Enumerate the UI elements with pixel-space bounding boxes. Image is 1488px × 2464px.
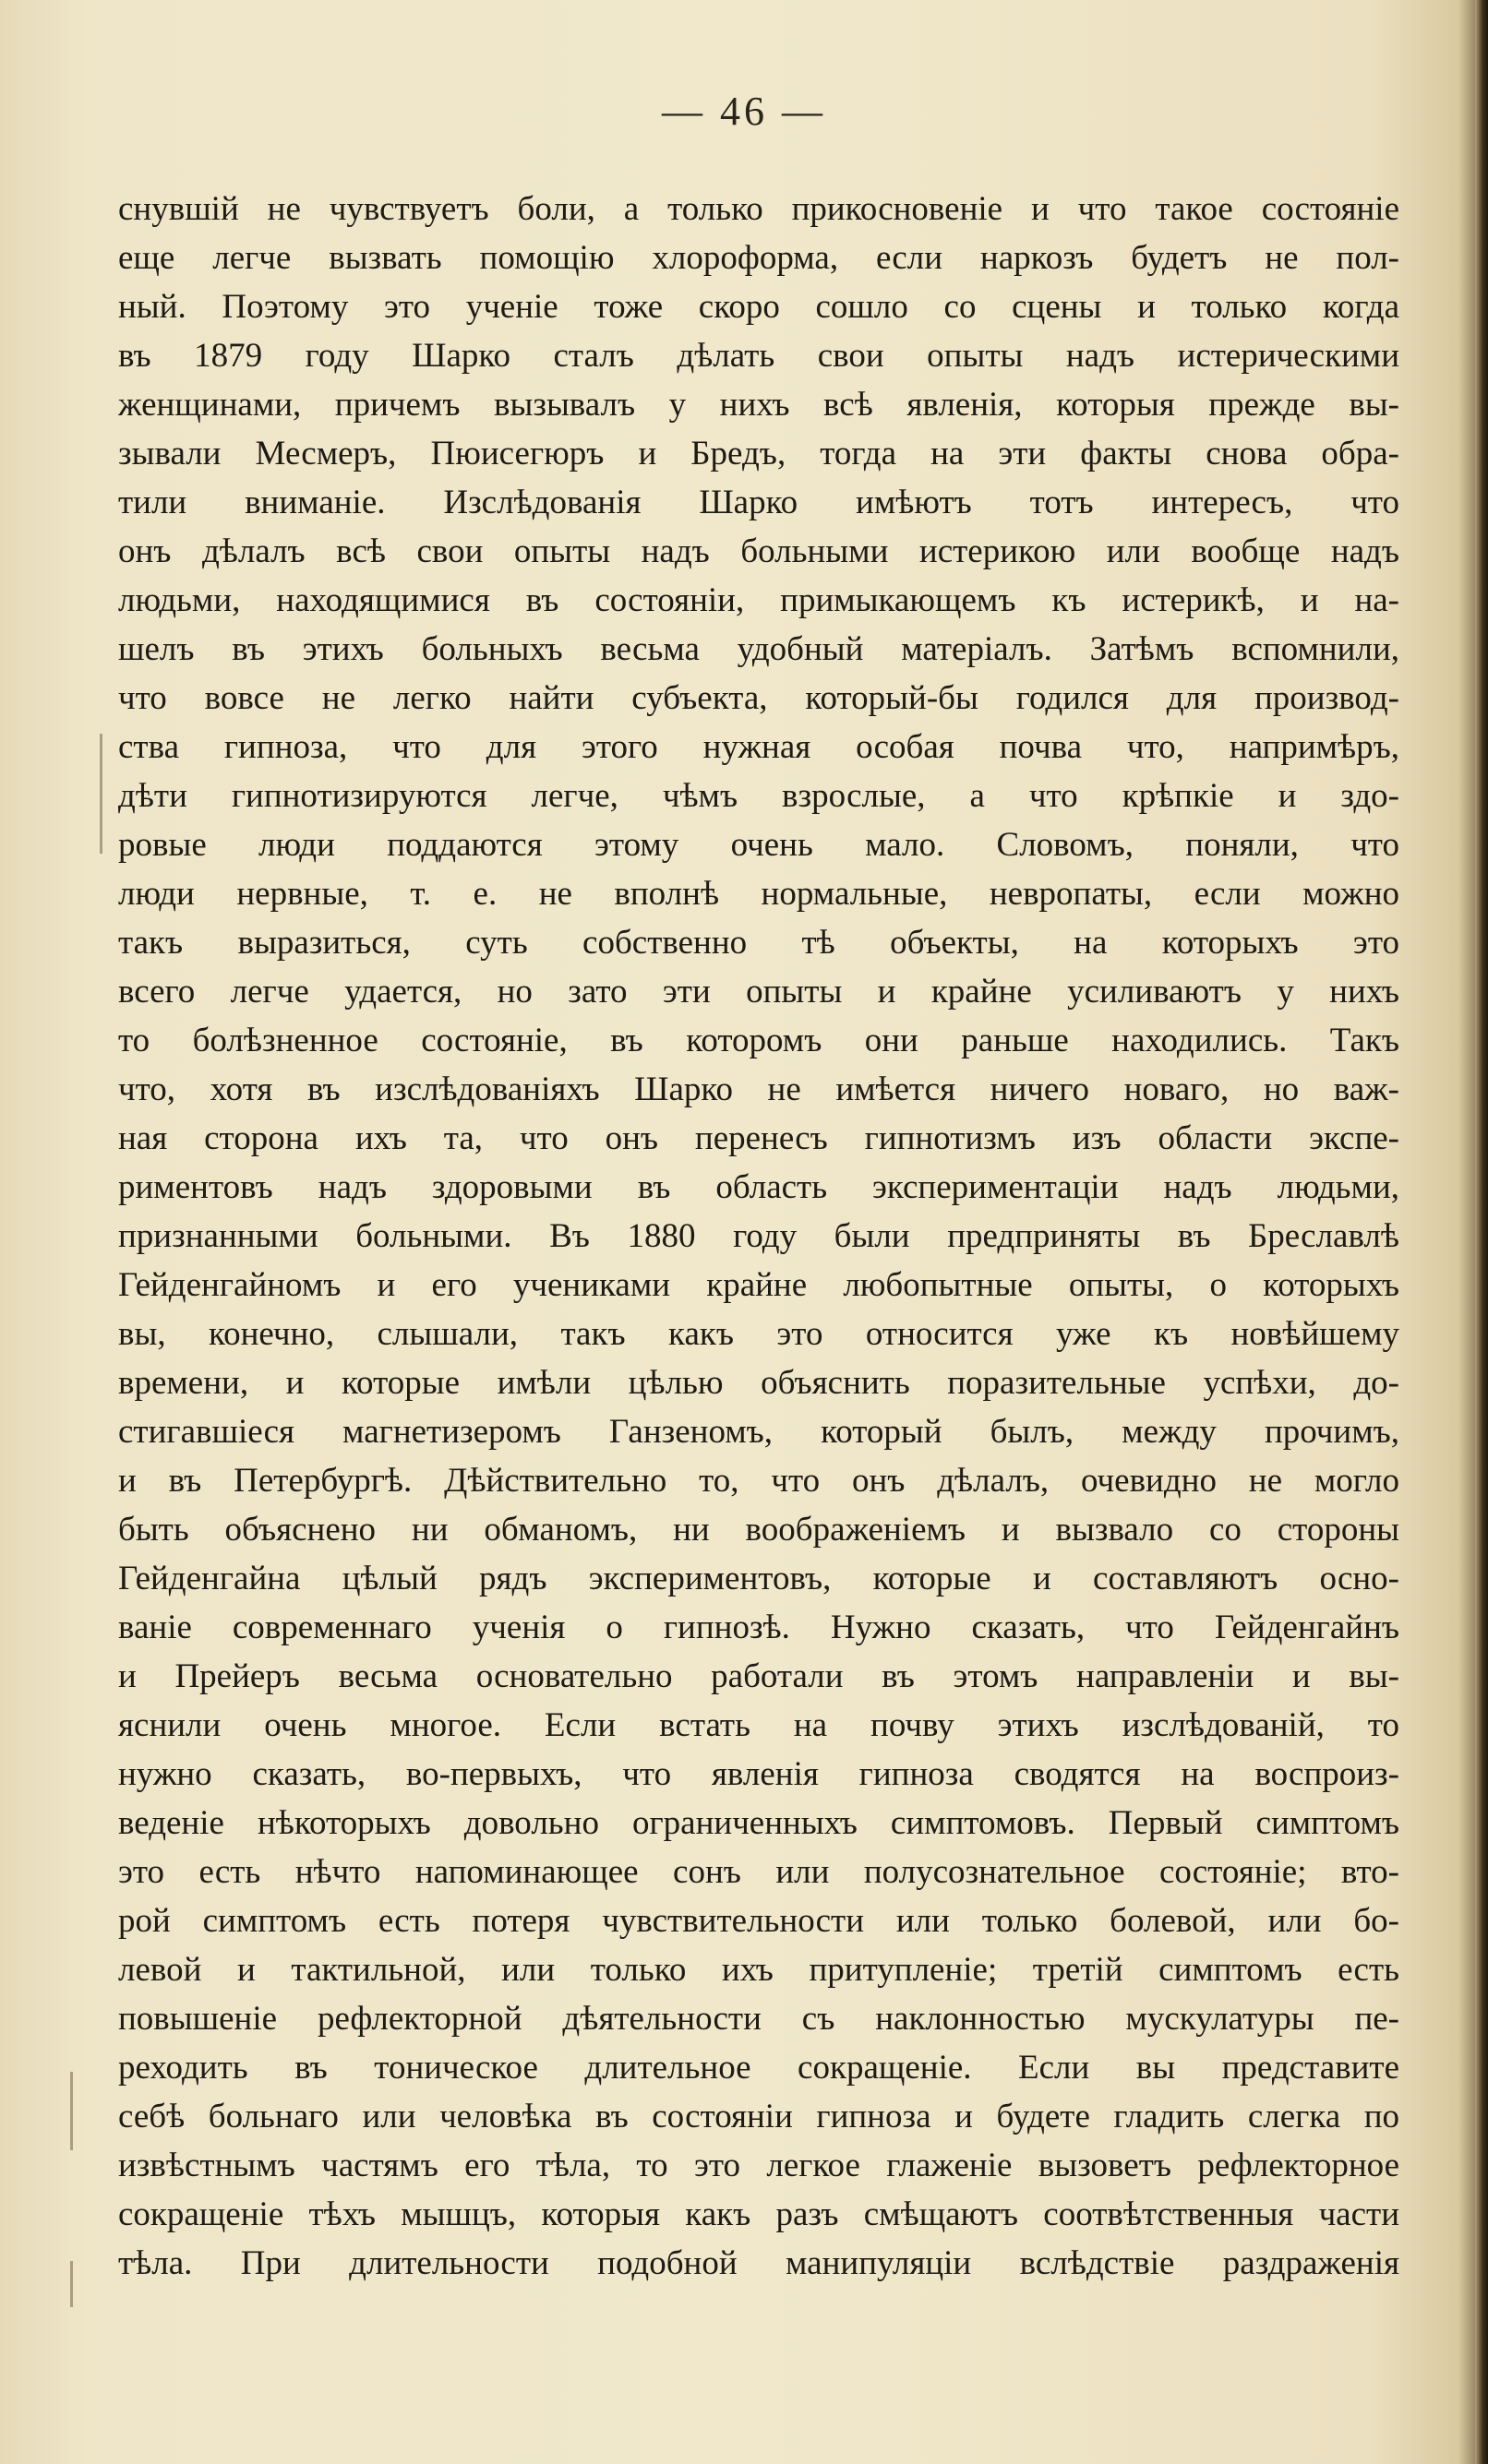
text-line: это есть нѣчто напоминающее сонъ или полусознательное состояніе; вто-: [118, 1853, 1399, 1891]
text-line: быть объяснено ни обманомъ, ни воображеніемъ и вызвало со стороны: [118, 1511, 1399, 1549]
text-line: и Прейеръ весьма основательно работали въ этомъ направленіи и вы-: [118, 1657, 1399, 1695]
text-line: Гейденгайномъ и его учениками крайне любопытные опыты, о которыхъ: [118, 1266, 1399, 1304]
text-line: еще легче вызвать помощію хлороформа, если наркозъ будетъ не пол-: [118, 239, 1399, 277]
text-line: реходить въ тоническое длительное сокращеніе. Если вы представите: [118, 2049, 1399, 2087]
text-line: то болѣзненное состояніе, въ которомъ они раньше находились. Такъ: [118, 1022, 1399, 1059]
text-line: что, хотя въ изслѣдованіяхъ Шарко не имѣется ничего новаго, но важ-: [118, 1071, 1399, 1108]
text-line: признанными больными. Въ 1880 году были предприняты въ Бреславлѣ: [118, 1217, 1399, 1255]
text-line: ваніе современнаго ученія о гипнозѣ. Нужно сказать, что Гейденгайнъ: [118, 1609, 1399, 1646]
text-line: женщинами, причемъ вызывалъ у нихъ всѣ явленія, которыя прежде вы-: [118, 386, 1399, 424]
text-line: извѣстнымъ частямъ его тѣла, то это легкое глаженіе вызоветъ рефлекторное: [118, 2147, 1399, 2184]
margin-pencil-mark: [70, 2261, 73, 2307]
text-line: Гейденгайна цѣлый рядъ экспериментовъ, которые и составляютъ осно-: [118, 1560, 1399, 1597]
text-line: веденіе нѣкоторыхъ довольно ограниченныхъ симптомовъ. Первый симптомъ: [118, 1804, 1399, 1842]
text-line: снувшій не чувствуетъ боли, а только прикосновеніе и что такое состояніе: [118, 190, 1399, 228]
body-text: [118, 185, 1399, 2288]
text-line: ная сторона ихъ та, что онъ перенесъ гипнотизмъ изъ области экспе-: [118, 1119, 1399, 1157]
text-line: сокращеніе тѣхъ мышцъ, которыя какъ разъ смѣщаютъ соотвѣтственныя части: [118, 2195, 1399, 2233]
text-line: ровые люди поддаются этому очень мало. Словомъ, поняли, что: [118, 826, 1399, 864]
text-line: шелъ въ этихъ больныхъ весьма удобный матеріалъ. Затѣмъ вспомнили,: [118, 630, 1399, 668]
text-line: онъ дѣлалъ всѣ свои опыты надъ больными истерикою или вообще надъ: [118, 532, 1399, 570]
text-line: вы, конечно, слышали, такъ какъ это относится уже къ новѣйшему: [118, 1315, 1399, 1353]
text-line: времени, и которые имѣли цѣлью объяснить поразительные успѣхи, до-: [118, 1364, 1399, 1402]
text-line: тили вниманіе. Изслѣдованія Шарко имѣютъ тотъ интересъ, что: [118, 484, 1399, 521]
text-line: ный. Поэтому это ученіе тоже скоро сошло со сцены и только когда: [118, 288, 1399, 326]
text-line: и въ Петербургѣ. Дѣйствительно то, что онъ дѣлалъ, очевидно не могло: [118, 1462, 1399, 1500]
text-line: нужно сказать, во-первыхъ, что явленія гипноза сводятся на воспроиз-: [118, 1755, 1399, 1793]
text-line: ства гипноза, что для этого нужная особая почва что, напримѣръ,: [118, 728, 1399, 766]
margin-pencil-mark: [70, 2072, 73, 2150]
page-number: — 46 —: [662, 89, 826, 134]
text-line: зывали Месмеръ, Пюисегюръ и Бредъ, тогда на эти факты снова обра-: [118, 435, 1399, 472]
book-spine-edge: [1475, 0, 1488, 2464]
text-line: повышеніе рефлекторной дѣятельности съ наклонностью мускулатуры пе-: [118, 2000, 1399, 2038]
text-line: люди нервные, т. е. не вполнѣ нормальные, невропаты, если можно: [118, 875, 1399, 913]
text-line: яснили очень многое. Если встать на почву этихъ изслѣдованій, то: [118, 1706, 1399, 1744]
text-line: въ 1879 году Шарко сталъ дѣлать свои опыты надъ истерическими: [118, 337, 1399, 375]
text-line: стигавшіеся магнетизеромъ Ганзеномъ, который былъ, между прочимъ,: [118, 1413, 1399, 1451]
text-line: дѣти гипнотизируются легче, чѣмъ взрослые, а что крѣпкіе и здо-: [118, 777, 1399, 815]
text-line: всего легче удается, но зато эти опыты и крайне усиливаютъ у нихъ: [118, 973, 1399, 1011]
text-line: что вовсе не легко найти субъекта, который-бы годился для производ-: [118, 679, 1399, 717]
text-line: такъ выразиться, суть собственно тѣ объекты, на которыхъ это: [118, 924, 1399, 962]
text-line: людьми, находящимися въ состояніи, примыкающемъ къ истерикѣ, и на-: [118, 581, 1399, 619]
text-line: риментовъ надъ здоровыми въ область экспериментаціи надъ людьми,: [118, 1168, 1399, 1206]
text-line: левой и тактильной, или только ихъ притупленіе; третій симптомъ есть: [118, 1951, 1399, 1989]
text-line: себѣ больнаго или человѣка въ состояніи гипноза и будете гладить слегка по: [118, 2098, 1399, 2135]
text-line: рой симптомъ есть потеря чувствительности или только болевой, или бо-: [118, 1902, 1399, 1940]
text-line: тѣла. При длительности подобной манипуляціи вслѣдствіе раздраженія: [118, 2244, 1399, 2282]
margin-pencil-mark: [100, 734, 102, 854]
